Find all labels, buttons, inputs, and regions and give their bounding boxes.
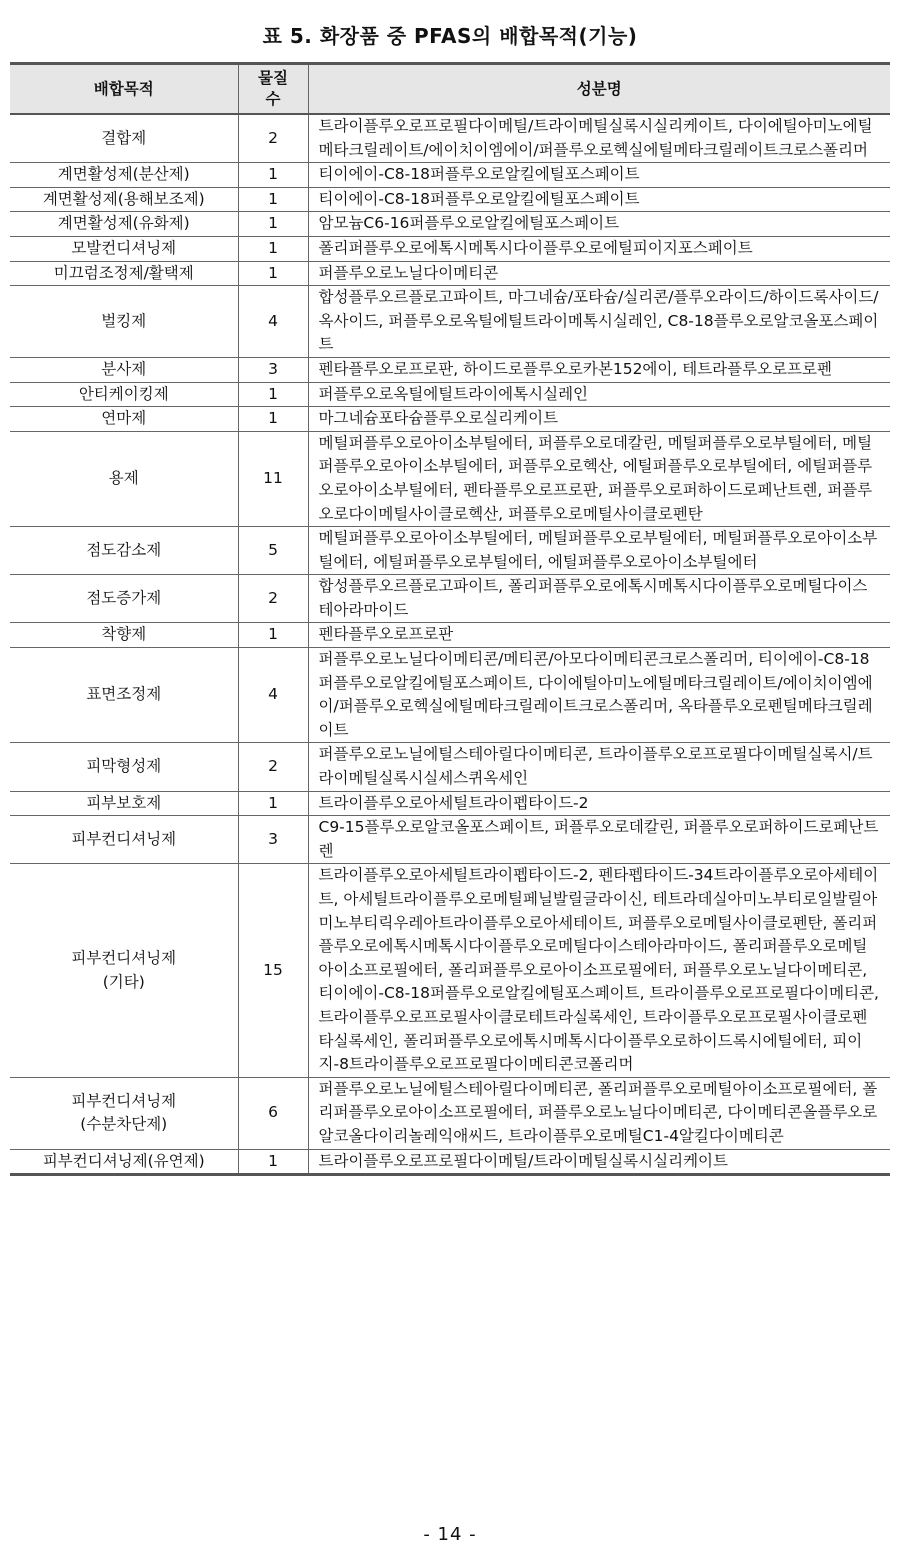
cell-count: 1 <box>238 407 308 432</box>
header-ingredients: 성분명 <box>308 64 890 115</box>
cell-purpose: 계면활성제(유화제) <box>10 212 238 237</box>
table-row <box>10 236 890 261</box>
cell-ingredients: 메틸퍼플루오로아이소부틸에터, 메틸퍼플루오로부틸에터, 메틸퍼플루오로아이소부틸에터, 에틸퍼플루오로부틸에터, 에틸퍼플루오로아이소부틸에터 <box>308 527 890 575</box>
table-row <box>10 407 890 432</box>
table-row <box>10 527 890 575</box>
cell-purpose: 피부보호제 <box>10 791 238 816</box>
cell-purpose: 분사제 <box>10 357 238 382</box>
cell-ingredients: 펜타플루오로프로판 <box>308 623 890 648</box>
cell-ingredients: 마그네슘포타슘플루오로실리케이트 <box>308 407 890 432</box>
cell-ingredients: 퍼플루오로옥틸에틸트라이에톡시실레인 <box>308 382 890 407</box>
cell-ingredients: 트라이플루오로프로필다이메틸/트라이메틸실록시실리케이트, 다이에틸아미노에틸메타크릴레이트/에이치이엠에이/퍼플루오로헥실에틸메타크릴레이트크로스폴리머 <box>308 114 890 163</box>
cell-ingredients: 암모늄C6-16퍼플루오로알킬에틸포스페이트 <box>308 212 890 237</box>
cell-count: 4 <box>238 648 308 743</box>
cell-purpose: 표면조정제 <box>10 648 238 743</box>
cell-ingredients: 퍼플루오로노닐에틸스테아릴다이메티콘, 폴리퍼플루오로메틸아이소프로필에터, 폴리퍼플루오로아이소프로필에터, 퍼플루오로노닐다이메티콘, 다이메티콘올플루오로알코올다이리놀레익애씨드, 트라이플루오로메틸C1-4알킬다이메티콘 <box>308 1077 890 1149</box>
cell-ingredients: 퍼플루오로노닐다이메티콘 <box>308 261 890 286</box>
cell-count: 1 <box>238 212 308 237</box>
table-row <box>10 114 890 163</box>
table-row <box>10 212 890 237</box>
cell-count: 1 <box>238 623 308 648</box>
cell-ingredients: 티이에이-C8-18퍼플루오로알킬에틸포스페이트 <box>308 163 890 188</box>
table-row <box>10 286 890 358</box>
cell-ingredients: 티이에이-C8-18퍼플루오로알킬에틸포스페이트 <box>308 187 890 212</box>
cell-ingredients: 트라이플루오로아세틸트라이펩타이드-2 <box>308 791 890 816</box>
table-header-row <box>10 64 890 115</box>
table-row <box>10 1077 890 1149</box>
table-row <box>10 261 890 286</box>
cell-ingredients: 펜타플루오로프로판, 하이드로플루오로카본152에이, 테트라플루오로프로펜 <box>308 357 890 382</box>
cell-count: 3 <box>238 357 308 382</box>
cell-purpose: 모발컨디셔닝제 <box>10 236 238 261</box>
page-number: - 14 - <box>423 1524 477 1545</box>
cell-count: 1 <box>238 382 308 407</box>
cell-count: 2 <box>238 743 308 791</box>
cell-purpose: 피부컨디셔닝제 (수분차단제) <box>10 1077 238 1149</box>
cell-ingredients: C9-15플루오로알코올포스페이트, 퍼플루오로데칼린, 퍼플루오로퍼하이드로페난트렌 <box>308 816 890 864</box>
table-row <box>10 575 890 623</box>
cell-count: 5 <box>238 527 308 575</box>
cell-count: 1 <box>238 236 308 261</box>
cell-purpose: 피부컨디셔닝제(유연제) <box>10 1149 238 1175</box>
table-row <box>10 1149 890 1175</box>
cell-ingredients: 트라이플루오로프로필다이메틸/트라이메틸실록시실리케이트 <box>308 1149 890 1175</box>
cell-purpose: 피부컨디셔닝제 <box>10 816 238 864</box>
cell-purpose: 계면활성제(용해보조제) <box>10 187 238 212</box>
cell-ingredients: 합성플루오르플로고파이트, 마그네슘/포타슘/실리콘/플루오라이드/하이드록사이드/옥사이드, 퍼플루오로옥틸에틸트라이메톡시실레인, C8-18플루오로알코올포스페이트 <box>308 286 890 358</box>
cell-ingredients: 퍼플루오로노닐다이메티콘/메티콘/아모다이메티콘크로스폴리머, 티이에이-C8-18퍼플루오로알킬에틸포스페이트, 다이에틸아미노에틸메타크릴레이트/에이치이엠에이/퍼플루오로헥실에틸메타크릴레이트크로스폴리머, 옥타플루오로펜틸메타크릴레이트 <box>308 648 890 743</box>
cell-count: 4 <box>238 286 308 358</box>
table-row <box>10 187 890 212</box>
table-row <box>10 623 890 648</box>
cell-count: 1 <box>238 187 308 212</box>
cell-count: 1 <box>238 1149 308 1175</box>
table-row <box>10 163 890 188</box>
cell-ingredients: 퍼플루오로노닐에틸스테아릴다이메티콘, 트라이플루오로프로필다이메틸실록시/트라이메틸실록시실세스퀴옥세인 <box>308 743 890 791</box>
table-row <box>10 816 890 864</box>
cell-purpose: 안티케이킹제 <box>10 382 238 407</box>
cell-purpose: 계면활성제(분산제) <box>10 163 238 188</box>
table-row <box>10 864 890 1077</box>
cell-count: 2 <box>238 114 308 163</box>
cell-ingredients: 메틸퍼플루오로아이소부틸에터, 퍼플루오로데칼린, 메틸퍼플루오로부틸에터, 메틸퍼플루오로아이소부틸에터, 퍼플루오로헥산, 에틸퍼플루오로부틸에터, 에틸퍼플루오로아이소부틸에터, 펜타플루오로프로판, 퍼플루오로퍼하이드로페난트렌, 퍼플루오로다이메틸사이클로헥산, 퍼플루오로메틸사이클로펜탄 <box>308 431 890 526</box>
cell-purpose: 용제 <box>10 431 238 526</box>
pfas-purpose-table <box>10 62 890 1176</box>
table-row <box>10 743 890 791</box>
cell-purpose: 벌킹제 <box>10 286 238 358</box>
table-row <box>10 791 890 816</box>
cell-count: 2 <box>238 575 308 623</box>
cell-ingredients: 합성플루오르플로고파이트, 폴리퍼플루오로에톡시메톡시다이플루오로메틸다이스테아라마이드 <box>308 575 890 623</box>
cell-count: 1 <box>238 261 308 286</box>
header-purpose: 배합목적 <box>10 64 238 115</box>
header-count-label: 물질 수 <box>258 69 288 108</box>
cell-count: 3 <box>238 816 308 864</box>
table-body <box>10 114 890 1175</box>
cell-count: 11 <box>238 431 308 526</box>
table-row <box>10 357 890 382</box>
table-row <box>10 382 890 407</box>
table-row <box>10 431 890 526</box>
cell-purpose: 점도감소제 <box>10 527 238 575</box>
table-row <box>10 648 890 743</box>
header-count <box>238 64 308 115</box>
cell-purpose: 결합제 <box>10 114 238 163</box>
cell-count: 1 <box>238 163 308 188</box>
cell-ingredients: 트라이플루오로아세틸트라이펩타이드-2, 펜타펩타이드-34트라이플루오로아세테이트, 아세틸트라이플루오로메틸페닐발릴글라이신, 테트라데실아미노부티로일발릴아미노부티릭우레아트라이플루오로아세테이트, 퍼플루오로메틸사이클로펜탄, 폴리퍼플루오로에톡시메톡시다이플루오로메틸다이스테아라마이드, 폴리퍼플루오로메틸아이소프로필에터, 폴리퍼플루오로아이소프로필에터, 퍼플루오로노닐다이메티콘, 티이에이-C8-18퍼플루오로알킬에틸포스페이트, 트라이플루오로프로필다이메티콘, 트라이플루오로프로필사이클로테트라실록세인, 트라이플루오로프로필사이클로펜타실록세인, 폴리퍼플루오로에톡시메톡시다이플루오로하이드록시에틸에터, 피이지-8트라이플루오로프로필다이메티콘코폴리머 <box>308 864 890 1077</box>
cell-purpose: 피부컨디셔닝제 (기타) <box>10 864 238 1077</box>
cell-ingredients: 폴리퍼플루오로에톡시메톡시다이플루오로에틸피이지포스페이트 <box>308 236 890 261</box>
cell-count: 1 <box>238 791 308 816</box>
cell-purpose: 점도증가제 <box>10 575 238 623</box>
cell-purpose: 연마제 <box>10 407 238 432</box>
cell-count: 6 <box>238 1077 308 1149</box>
table-title: 표 5. 화장품 중 PFAS의 배합목적(기능) <box>262 24 638 48</box>
cell-count: 15 <box>238 864 308 1077</box>
cell-purpose: 미끄럼조정제/활택제 <box>10 261 238 286</box>
cell-purpose: 착향제 <box>10 623 238 648</box>
cell-purpose: 피막형성제 <box>10 743 238 791</box>
